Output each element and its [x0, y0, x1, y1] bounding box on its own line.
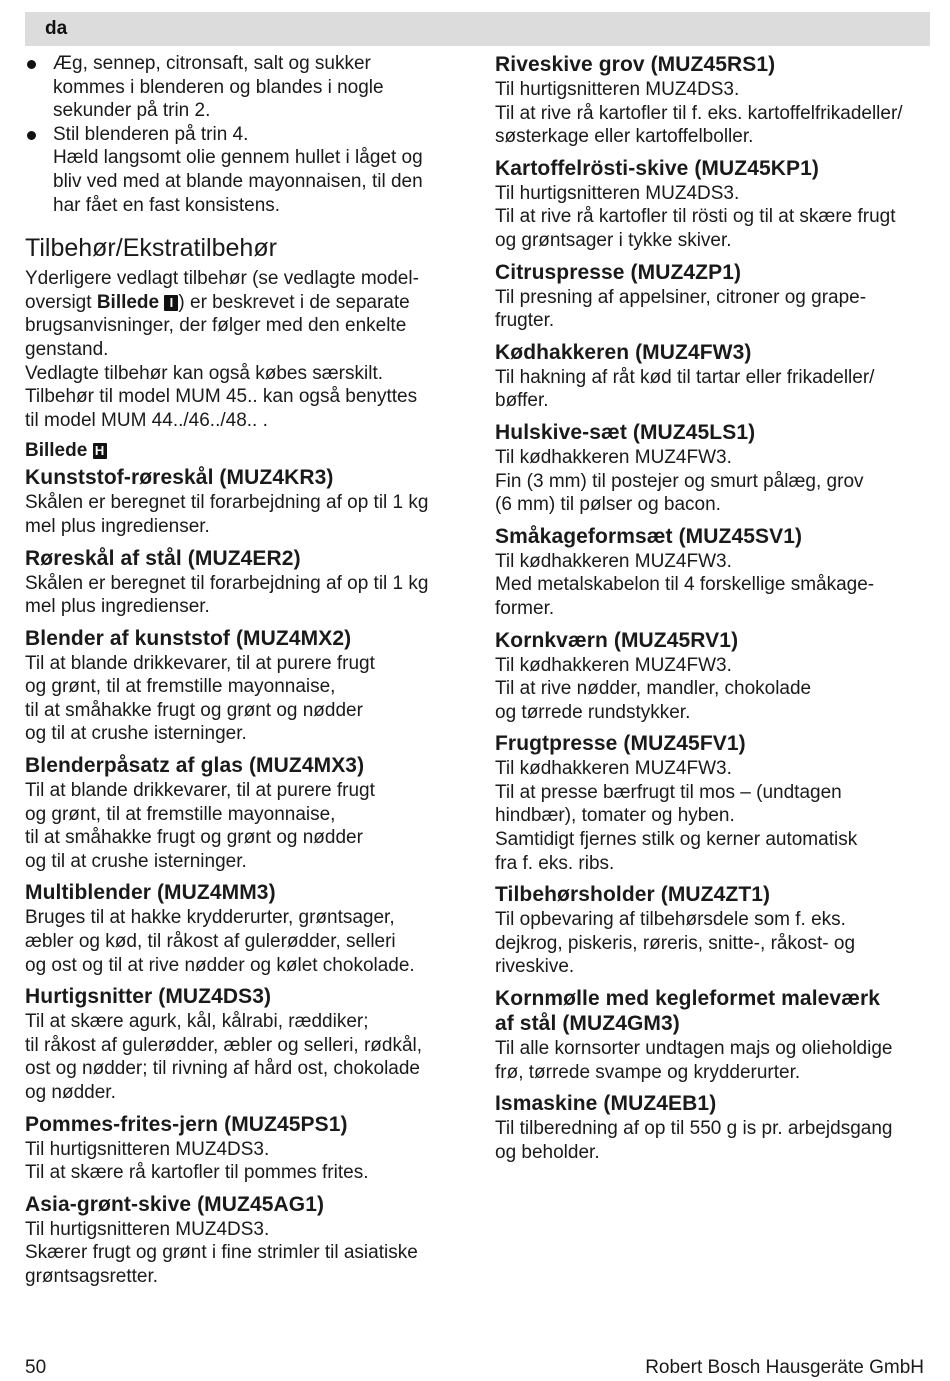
text-line: har fået en fast konsistens.	[53, 194, 281, 216]
accessory-description	[25, 1138, 465, 1185]
accessory-item	[495, 628, 932, 725]
text-line: Til at rive rå kartofler til rösti og til at skære frugt	[495, 206, 896, 228]
text-line: og grønt, til at fremstille mayonnaise,	[25, 803, 336, 825]
accessory-title	[25, 546, 465, 571]
text-line: genstand.	[25, 338, 109, 360]
accessory-item	[25, 465, 465, 538]
text-line: Til at presse bærfrugt til mos – (undtagen	[495, 781, 842, 803]
text-line: Til kødhakkeren MUZ4FW3.	[495, 654, 732, 676]
accessory-title	[25, 880, 465, 905]
text-line: Til at rive rå kartofler til f. eks. kartoffelfrikadeller/	[495, 102, 903, 124]
text-line: og til at crushe isterninger.	[25, 723, 247, 745]
bullet-dot-icon	[27, 60, 36, 69]
text-line: Til hurtigsnitteren MUZ4DS3.	[25, 1218, 270, 1240]
text-line: Vedlagte tilbehør kan også købes særskilt.	[25, 362, 384, 384]
accessory-item	[495, 1091, 932, 1164]
text-line: Til kødhakkeren MUZ4FW3.	[495, 758, 732, 780]
accessory-item	[25, 984, 465, 1104]
text-line: til model MUM 44../46../48.. .	[25, 409, 268, 431]
text-line: riveskive.	[495, 956, 575, 978]
accessory-description	[495, 78, 932, 149]
text-line: Til at blande drikkevarer, til at purere frugt	[25, 652, 375, 674]
accessory-description	[25, 906, 465, 977]
language-code: da	[45, 18, 68, 39]
accessory-description	[495, 654, 932, 725]
text-line: Til tilberedning af op til 550 g is pr. arbejdsgang	[495, 1118, 893, 1140]
title-line: Tilbehørsholder (MUZ4ZT1)	[495, 883, 771, 907]
title-line: Røreskål af stål (MUZ4ER2)	[25, 546, 301, 570]
accessory-item	[25, 626, 465, 746]
accessory-title	[495, 340, 932, 365]
accessory-title	[495, 260, 932, 285]
accessory-item	[25, 1192, 465, 1289]
accessory-item	[25, 880, 465, 977]
accessory-list-left	[25, 465, 465, 1288]
title-line: Småkageformsæt (MUZ45SV1)	[495, 524, 803, 548]
text-line: mel plus ingredienser.	[25, 596, 210, 618]
title-line: Asia-grønt-skive (MUZ45AG1)	[25, 1192, 325, 1216]
text-line: mel plus ingredienser.	[25, 515, 210, 537]
title-line: Pommes-frites-jern (MUZ45PS1)	[25, 1112, 348, 1136]
title-line: Hurtigsnitter (MUZ4DS3)	[25, 985, 272, 1009]
text-line: Skålen er beregnet til forarbejdning af op til 1 kg	[25, 492, 429, 514]
text-line: hindbær), tomater og hyben.	[495, 805, 735, 827]
accessory-description	[25, 652, 465, 746]
text-line: (6 mm) til pølser og bacon.	[495, 494, 721, 516]
accessory-title	[25, 1192, 465, 1217]
title-line: Frugtpresse (MUZ45FV1)	[495, 732, 746, 756]
text-line: og grøntsager i tykke skiver.	[495, 229, 732, 251]
figure-h-box-icon: H	[93, 443, 107, 459]
accessory-item	[495, 731, 932, 875]
accessory-item	[495, 156, 932, 253]
text-line: til at småhakke frugt og grønt og nødder	[25, 699, 363, 721]
accessory-title	[25, 1112, 465, 1137]
accessory-title	[495, 731, 932, 756]
section-title: Tilbehør/Ekstratilbehør	[25, 234, 277, 263]
accessory-item	[495, 260, 932, 333]
accessory-description	[25, 779, 465, 873]
text-line: og tørrede rundstykker.	[495, 701, 691, 723]
text-line: Yderligere vedlagt tilbehør (se vedlagte model-	[25, 268, 419, 290]
section-intro-paragraph	[25, 267, 465, 432]
text-line: Til at skære rå kartofler til pommes frites.	[25, 1162, 369, 1184]
text-line: Til kødhakkeren MUZ4FW3.	[495, 550, 732, 572]
accessory-title	[25, 465, 465, 490]
title-line: Kunststof-røreskål (MUZ4KR3)	[25, 466, 334, 490]
text-line: æbler og kød, til råkost af gulerødder, selleri	[25, 931, 396, 953]
title-line: Citruspresse (MUZ4ZP1)	[495, 260, 742, 284]
figure-reference	[25, 439, 465, 463]
title-line: Kornkværn (MUZ45RV1)	[495, 628, 739, 652]
text-line: og beholder.	[495, 1141, 600, 1163]
accessory-description	[495, 757, 932, 875]
text-line: Til hurtigsnitteren MUZ4DS3.	[25, 1138, 270, 1160]
accessory-item	[25, 753, 465, 873]
text-line: Til hakning af råt kød til tartar eller frikadeller/	[495, 366, 875, 388]
text-line: sekunder på trin 2.	[53, 100, 211, 122]
text-line: Tilbehør til model MUM 45.. kan også benyttes	[25, 386, 418, 408]
accessory-description	[25, 1218, 465, 1289]
accessory-description	[495, 446, 932, 517]
text-line: Til at rive nødder, mandler, chokolade	[495, 678, 812, 700]
accessory-title	[495, 986, 932, 1036]
accessory-description	[495, 182, 932, 253]
text-line: brugsanvisninger, der følger med den enkelte	[25, 315, 407, 337]
text-line: grøntsagsretter.	[25, 1265, 159, 1287]
text-line: Til hurtigsnitteren MUZ4DS3.	[495, 79, 740, 100]
title-line: Multiblender (MUZ4MM3)	[25, 881, 276, 905]
accessory-description	[25, 491, 465, 538]
page-number: 50	[25, 1357, 47, 1378]
text-line: Skålen er beregnet til forarbejdning af op til 1 kg	[25, 572, 429, 594]
language-header-bar	[25, 12, 930, 46]
title-line: Kartoffelrösti-skive (MUZ45KP1)	[495, 156, 820, 180]
accessory-title	[495, 52, 932, 77]
bullet-item	[25, 123, 465, 217]
accessory-description	[25, 1010, 465, 1104]
text-line: og til at crushe isterninger.	[25, 850, 247, 872]
text-line: søsterkage eller kartoffelboller.	[495, 126, 754, 148]
text-line: bøffer.	[495, 390, 549, 412]
figure-i-box-icon: I	[164, 295, 178, 311]
accessory-item	[495, 340, 932, 413]
text-fragment: ) er beskrevet i de separate	[178, 291, 410, 313]
accessory-item	[25, 546, 465, 619]
text-line: Til at blande drikkevarer, til at purere frugt	[25, 780, 375, 802]
text-line: Fin (3 mm) til postejer og smurt pålæg, grov	[495, 470, 864, 492]
accessory-title	[495, 1091, 932, 1116]
accessory-title	[25, 984, 465, 1009]
accessory-item	[495, 882, 932, 979]
accessory-description	[495, 286, 932, 333]
text-line: former.	[495, 597, 555, 619]
title-line: Blenderpåsatz af glas (MUZ4MX3)	[25, 754, 365, 778]
text-line: Bruges til at hakke krydderurter, grøntsager,	[25, 907, 395, 929]
text-line: og ost og til at rive nødder og kølet chokolade.	[25, 954, 415, 976]
figure-label: Billede	[25, 440, 88, 462]
text-fragment: oversigt	[25, 291, 97, 313]
title-line: Riveskive grov (MUZ45RS1)	[495, 53, 776, 76]
text-line: til råkost af gulerødder, æbler og selleri, rødkål,	[25, 1034, 423, 1056]
accessory-item	[495, 420, 932, 517]
bullet-dot-icon	[27, 131, 36, 140]
text-line: dejkrog, piskeris, røreris, snitte-, råkost- og	[495, 932, 856, 954]
text-line: Samtidigt fjernes stilk og kerner automatisk	[495, 829, 858, 851]
text-line: fra f. eks. ribs.	[495, 852, 615, 874]
accessory-description	[495, 1037, 932, 1084]
text-line: Æg, sennep, citronsaft, salt og sukker	[53, 53, 371, 74]
text-line: Til hurtigsnitteren MUZ4DS3.	[495, 182, 740, 204]
text-line: og nødder.	[25, 1082, 116, 1103]
accessory-list-right	[495, 52, 932, 1164]
text-line: frø, tørrede svampe og krydderurter.	[495, 1061, 801, 1083]
text-line: til at småhakke frugt og grønt og nødder	[25, 827, 363, 849]
accessory-description	[495, 366, 932, 413]
title-line: af stål (MUZ4GM3)	[495, 1012, 680, 1036]
text-line: Skærer frugt og grønt i fine strimler til asiatiske	[25, 1242, 418, 1264]
left-column	[25, 52, 465, 1289]
accessory-item	[495, 986, 932, 1084]
intro-bullet-list	[25, 52, 465, 217]
text-line: Til presning af appelsiner, citroner og grape-	[495, 286, 867, 308]
accessory-description	[495, 908, 932, 979]
figure-ref-inline: Billede	[96, 291, 160, 313]
text-line: Til alle kornsorter undtagen majs og olieholdige	[495, 1038, 893, 1060]
title-line: Blender af kunststof (MUZ4MX2)	[25, 626, 352, 650]
bullet-item	[25, 52, 465, 123]
text-line: frugter.	[495, 310, 555, 332]
accessory-item	[495, 52, 932, 149]
title-line: Ismaskine (MUZ4EB1)	[495, 1092, 717, 1116]
accessory-item	[25, 1112, 465, 1185]
text-line: og grønt, til at fremstille mayonnaise,	[25, 676, 336, 698]
accessory-title	[25, 626, 465, 651]
text-line: bliv ved med at blande mayonnaisen, til den	[53, 170, 423, 192]
text-line: Til opbevaring af tilbehørsdele som f. eks.	[495, 909, 846, 931]
accessory-description	[25, 572, 465, 619]
text-line: Stil blenderen på trin 4.	[53, 123, 249, 145]
text-line: kommes i blenderen og blandes i nogle	[53, 76, 384, 98]
text-line: Hæld langsomt olie gennem hullet i låget og	[53, 147, 423, 169]
accessory-title	[495, 420, 932, 445]
accessory-title	[25, 753, 465, 778]
company-name: Robert Bosch Hausgeräte GmbH	[645, 1357, 924, 1378]
text-line	[25, 291, 465, 315]
title-line: Kødhakkeren (MUZ4FW3)	[495, 340, 752, 364]
accessory-title	[495, 156, 932, 181]
accessory-title	[495, 524, 932, 549]
title-line: Kornmølle med kegleformet maleværk	[495, 987, 881, 1011]
text-line: ost og nødder; til rivning af hård ost, chokolade	[25, 1058, 421, 1080]
text-line: Til kødhakkeren MUZ4FW3.	[495, 446, 732, 468]
right-column	[495, 52, 932, 1164]
title-line: Hulskive-sæt (MUZ45LS1)	[495, 420, 756, 444]
accessory-title	[495, 628, 932, 653]
accessory-description	[495, 550, 932, 621]
accessory-title	[495, 882, 932, 907]
accessory-description	[495, 1117, 932, 1164]
accessory-item	[495, 524, 932, 621]
text-line: Med metalskabelon til 4 forskellige småkage-	[495, 574, 875, 596]
text-line: Til at skære agurk, kål, kålrabi, ræddiker;	[25, 1011, 369, 1033]
